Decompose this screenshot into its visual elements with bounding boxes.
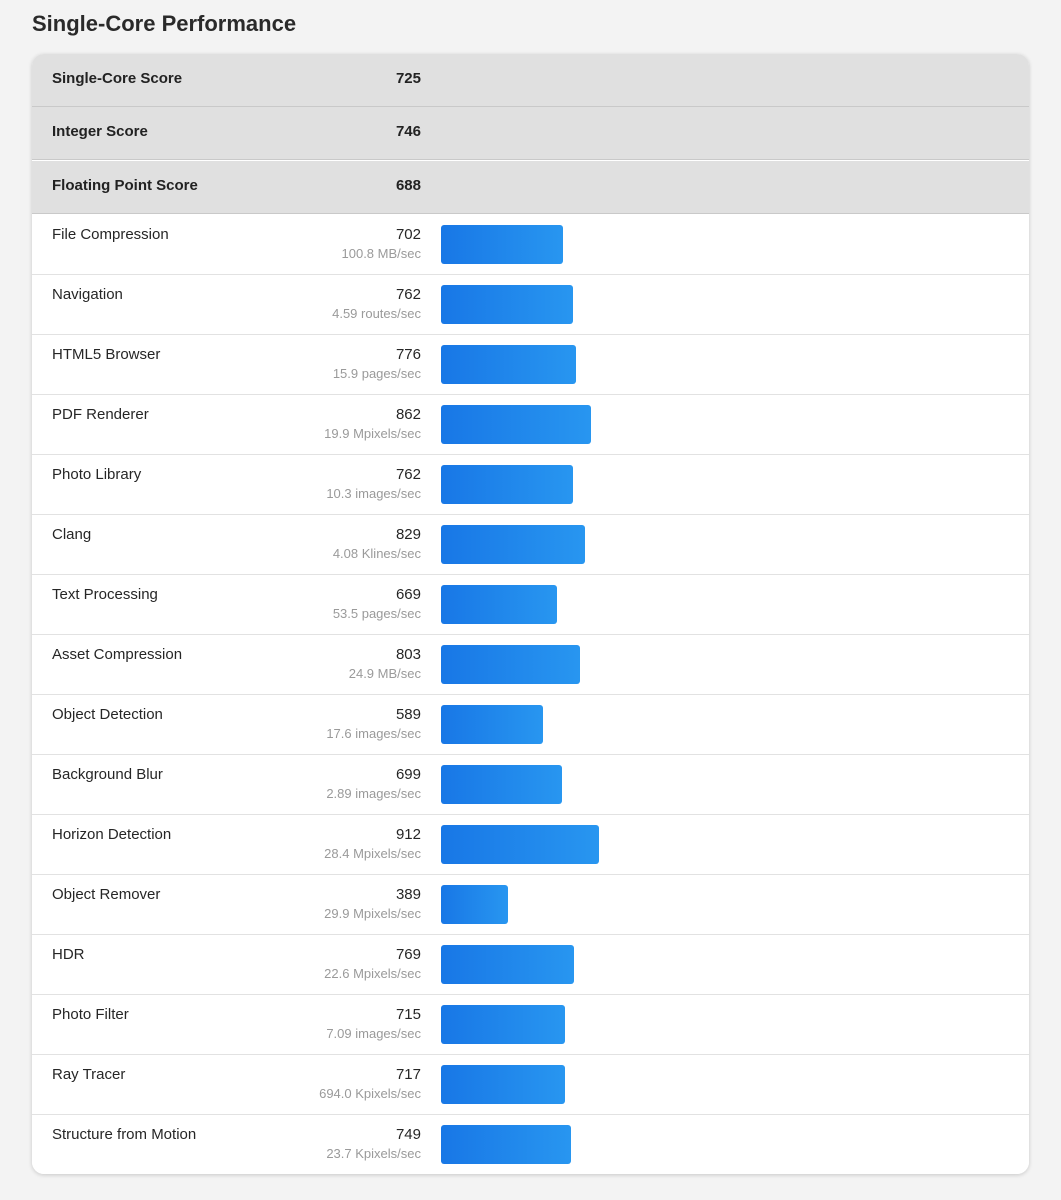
summary-score: 725 [395, 70, 421, 87]
benchmark-rate: 29.9 Mpixels/sec [324, 906, 421, 921]
summary-label: Floating Point Score [52, 177, 198, 194]
benchmark-row [32, 875, 1029, 935]
score-bar [441, 405, 591, 444]
score-bar [441, 765, 562, 804]
score-bar [441, 1065, 565, 1104]
benchmark-label: Photo Filter [52, 1006, 129, 1023]
benchmark-score: 702 [395, 226, 421, 243]
benchmark-rate: 694.0 Kpixels/sec [319, 1086, 421, 1101]
page-title: Single-Core Performance [32, 11, 297, 36]
score-bar [441, 285, 573, 324]
results-table [32, 54, 1029, 1174]
benchmark-score: 829 [395, 526, 421, 543]
benchmark-rate: 2.89 images/sec [326, 786, 421, 801]
benchmark-rate: 100.8 MB/sec [341, 246, 421, 261]
benchmark-row [32, 1055, 1029, 1115]
benchmark-score: 762 [395, 466, 421, 483]
benchmark-label: HTML5 Browser [52, 346, 161, 363]
benchmark-rate: 4.08 Klines/sec [332, 546, 421, 561]
benchmark-label: PDF Renderer [52, 406, 149, 423]
benchmark-label: Text Processing [52, 586, 158, 603]
benchmark-rate: 4.59 routes/sec [332, 306, 421, 321]
benchmark-score: 715 [395, 1006, 421, 1023]
summary-row-floating-point [32, 161, 1029, 214]
benchmark-rate: 22.6 Mpixels/sec [324, 966, 421, 981]
benchmark-score: 912 [395, 826, 421, 843]
benchmark-row [32, 455, 1029, 515]
benchmark-label: Photo Library [52, 466, 142, 483]
score-bar [441, 585, 557, 624]
benchmark-label: Horizon Detection [52, 826, 172, 843]
score-bar [441, 345, 576, 384]
benchmark-row [32, 1115, 1029, 1174]
benchmark-score: 389 [395, 886, 421, 903]
score-bar [441, 1005, 565, 1044]
benchmark-score: 769 [395, 946, 421, 963]
benchmark-row [32, 635, 1029, 695]
benchmark-score: 803 [395, 646, 421, 663]
score-bar [441, 1125, 571, 1164]
benchmark-label: Navigation [52, 286, 123, 303]
benchmark-rate: 7.09 images/sec [326, 1026, 421, 1041]
benchmark-rate: 17.6 images/sec [326, 726, 421, 741]
score-bar [441, 825, 599, 864]
benchmark-rate: 15.9 pages/sec [332, 366, 421, 381]
benchmark-label: Structure from Motion [52, 1126, 197, 1143]
benchmark-score: 699 [395, 766, 421, 783]
benchmark-score: 669 [395, 586, 421, 603]
benchmark-score: 762 [395, 286, 421, 303]
benchmark-row [32, 995, 1029, 1055]
benchmark-label: Clang [52, 526, 92, 543]
benchmark-label: Asset Compression [52, 646, 183, 663]
benchmark-rate: 23.7 Kpixels/sec [326, 1146, 421, 1161]
summary-label: Integer Score [52, 123, 148, 140]
summary-row-single-core [32, 54, 1029, 107]
summary-score: 688 [395, 177, 421, 194]
benchmark-row [32, 575, 1029, 635]
benchmark-row [32, 815, 1029, 875]
benchmark-label: HDR [52, 946, 85, 963]
benchmark-rate: 53.5 pages/sec [332, 606, 421, 621]
benchmark-label: Ray Tracer [52, 1066, 126, 1083]
score-bar [441, 885, 508, 924]
summary-label: Single-Core Score [52, 70, 183, 87]
benchmark-label: Object Detection [52, 706, 163, 723]
benchmark-rate: 24.9 MB/sec [348, 666, 421, 681]
score-bar [441, 645, 580, 684]
benchmark-row [32, 695, 1029, 755]
benchmark-label: File Compression [52, 226, 169, 243]
summary-row-integer [32, 107, 1029, 160]
benchmark-row [32, 275, 1029, 335]
benchmark-rate: 10.3 images/sec [326, 486, 421, 501]
benchmark-row [32, 935, 1029, 995]
benchmark-rate: 28.4 Mpixels/sec [324, 846, 421, 861]
benchmark-score: 749 [395, 1126, 421, 1143]
benchmark-score: 776 [395, 346, 421, 363]
benchmark-score: 862 [395, 406, 421, 423]
score-bar [441, 945, 574, 984]
benchmark-label: Background Blur [52, 766, 163, 783]
benchmark-row [32, 515, 1029, 575]
benchmark-score: 589 [395, 706, 421, 723]
benchmark-score: 717 [395, 1066, 421, 1083]
benchmark-row [32, 755, 1029, 815]
benchmark-row [32, 395, 1029, 455]
summary-score: 746 [395, 123, 421, 140]
benchmark-row [32, 335, 1029, 395]
benchmark-rate: 19.9 Mpixels/sec [324, 426, 421, 441]
score-bar [441, 465, 573, 504]
score-bar [441, 705, 543, 744]
benchmark-row [32, 215, 1029, 275]
score-bar [441, 525, 585, 564]
benchmark-label: Object Remover [52, 886, 161, 903]
score-bar [441, 225, 563, 264]
